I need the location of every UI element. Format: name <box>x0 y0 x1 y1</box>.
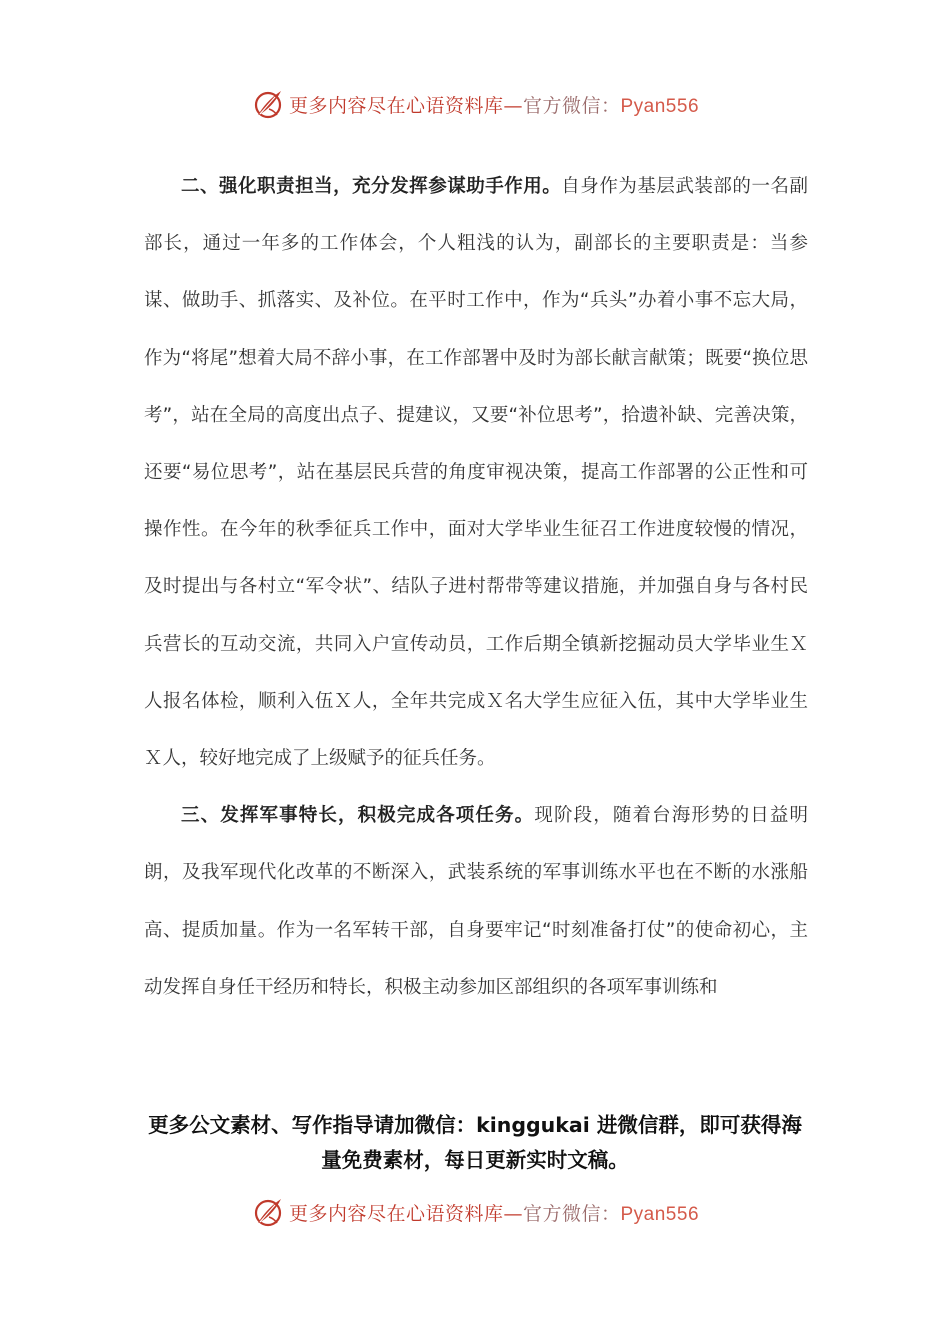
watermark-banner-bottom <box>0 1192 950 1232</box>
paragraph-text: 自身作为基层武装部的一名副部长，通过一年多的工作体会，个人粗浅的认为，副部长的主要职责是：当参谋、做助手、抓落实、及补位。在平时工作中，作为“兵头”办着小事不忘大局，作为“将尾”想着大局不辞小事，在工作部署中及时为部长献言献策；既要“换位思考”，站在全局的高度出点子、提建议，又要“补位思考”，拾遗补缺、完善决策，还要“易位思考”，站在基层民兵营的角度审视决策，提高工作部署的公正性和可操作性。在今年的秋季征兵工作中，面对大学毕业生征召工作进度较慢的情况，及时提出与各村立“军令状”、结队子进村帮带等建议措施，并加强自身与各村民兵营长的互动交流，共同入户宣传动员，工作后期全镇新挖掘动员大学毕业生Ｘ人报名体检，顺利入伍Ｘ人，全年共完成Ｘ名大学生应征入伍，其中大学毕业生Ｘ人，较好地完成了上级赋予的征兵任务。 <box>144 176 808 770</box>
paragraph-heading: 三、发挥军事特长，积极完成各项任务。 <box>181 805 535 827</box>
footer-note: 更多公文素材、写作指导请加微信：kinggukai 进微信群，即可获得海量免费素材，每日更新实时文稿。 <box>148 1113 802 1172</box>
paragraph-text: 现阶段，随着台海形势的日益明朗，及我军现代化改革的不断深入，武装系统的军事训练水平也在不断的水涨船高、提质加量。作为一名军转干部，自身要牢记“时刻准备打仗”的使命初心，主动发挥自身任干经历和特长，积极主动参加区部组织的各项军事训练和 <box>144 805 808 998</box>
paragraph-military <box>144 787 808 1016</box>
paragraph-duty <box>144 158 808 787</box>
document-body <box>144 158 808 1016</box>
watermark-text: 更多内容尽在心语资料库—官方微信：Pyan556 <box>288 1202 700 1225</box>
watermark-text: 更多内容尽在心语资料库—官方微信：Pyan556 <box>288 94 700 117</box>
paragraph-heading: 二、强化职责担当，充分发挥参谋助手作用。 <box>181 176 562 197</box>
quill-logo-icon <box>251 87 285 121</box>
quill-logo-icon <box>251 1195 285 1229</box>
watermark-banner-top <box>0 84 950 124</box>
